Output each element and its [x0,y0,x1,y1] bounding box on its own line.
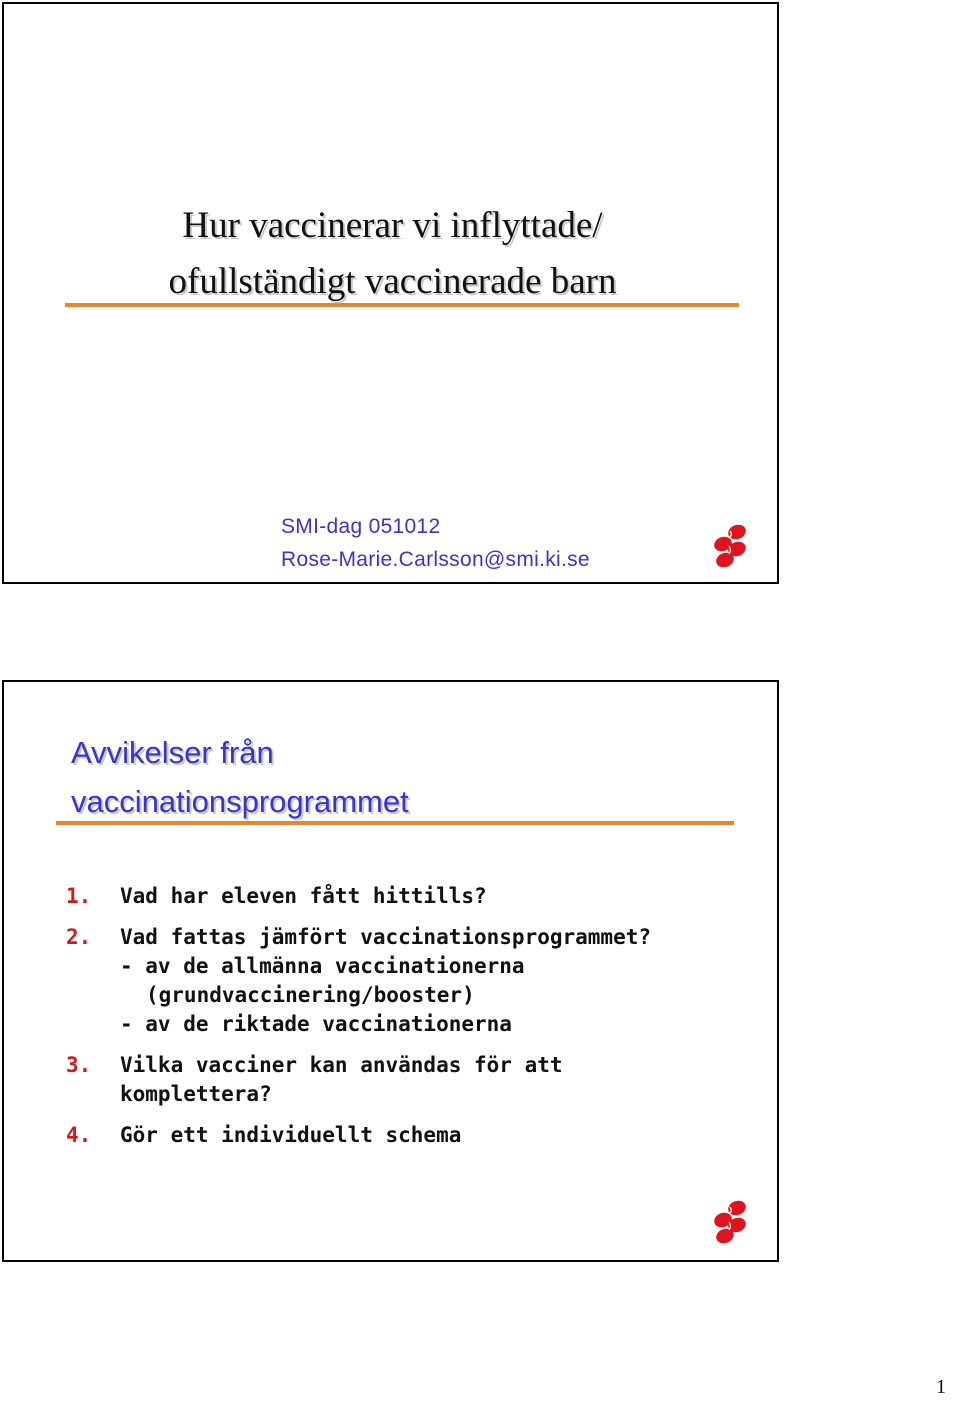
slide-2-title-line-1: Avvikelser från [71,735,274,770]
list-item [66,1121,766,1150]
list-number: 1. [66,884,92,908]
list-item-text: komplettera? [120,1082,272,1106]
smi-logo-icon [713,523,747,569]
list-item [66,923,766,1039]
list-number: 2. [66,925,92,949]
title-underline [56,821,734,825]
slide-1-meta [281,510,590,576]
slide-2-title-line-2: vaccinationsprogrammet [71,784,409,819]
list-number: 3. [66,1053,92,1077]
smi-logo-icon [713,1199,747,1245]
slide-2-title [71,728,409,826]
slide-1-title [4,198,781,310]
list-item-text: Vad har eleven fått hittills? [120,884,487,908]
author-email: Rose-Marie.Carlsson@smi.ki.se [281,548,590,571]
event-date: SMI-dag 051012 [281,515,441,538]
list-item-text: Vilka vacciner kan användas för att [120,1053,563,1077]
list-item-text: Vad fattas jämfört vaccinationsprogrammet? [120,925,652,949]
slide-2 [2,680,779,1262]
page-number: 1 [936,1376,946,1398]
list-subitem-text: - av de allmänna vaccinationerna [120,954,525,978]
list-number: 4. [66,1123,92,1147]
list-item-text: Gör ett individuellt schema [120,1123,462,1147]
question-list [66,882,766,1150]
list-item [66,882,766,911]
list-subitem-text: (grundvaccinering/booster) [146,983,475,1007]
slide-1-title-line-1: Hur vaccinerar vi inflyttade/ [182,205,603,246]
slide-1-title-line-2: ofullständigt vaccinerade barn [168,261,617,302]
title-underline [65,303,739,307]
slide-1 [2,2,779,584]
list-item [66,1051,766,1109]
list-subitem-text: - av de riktade vaccinationerna [120,1012,512,1036]
